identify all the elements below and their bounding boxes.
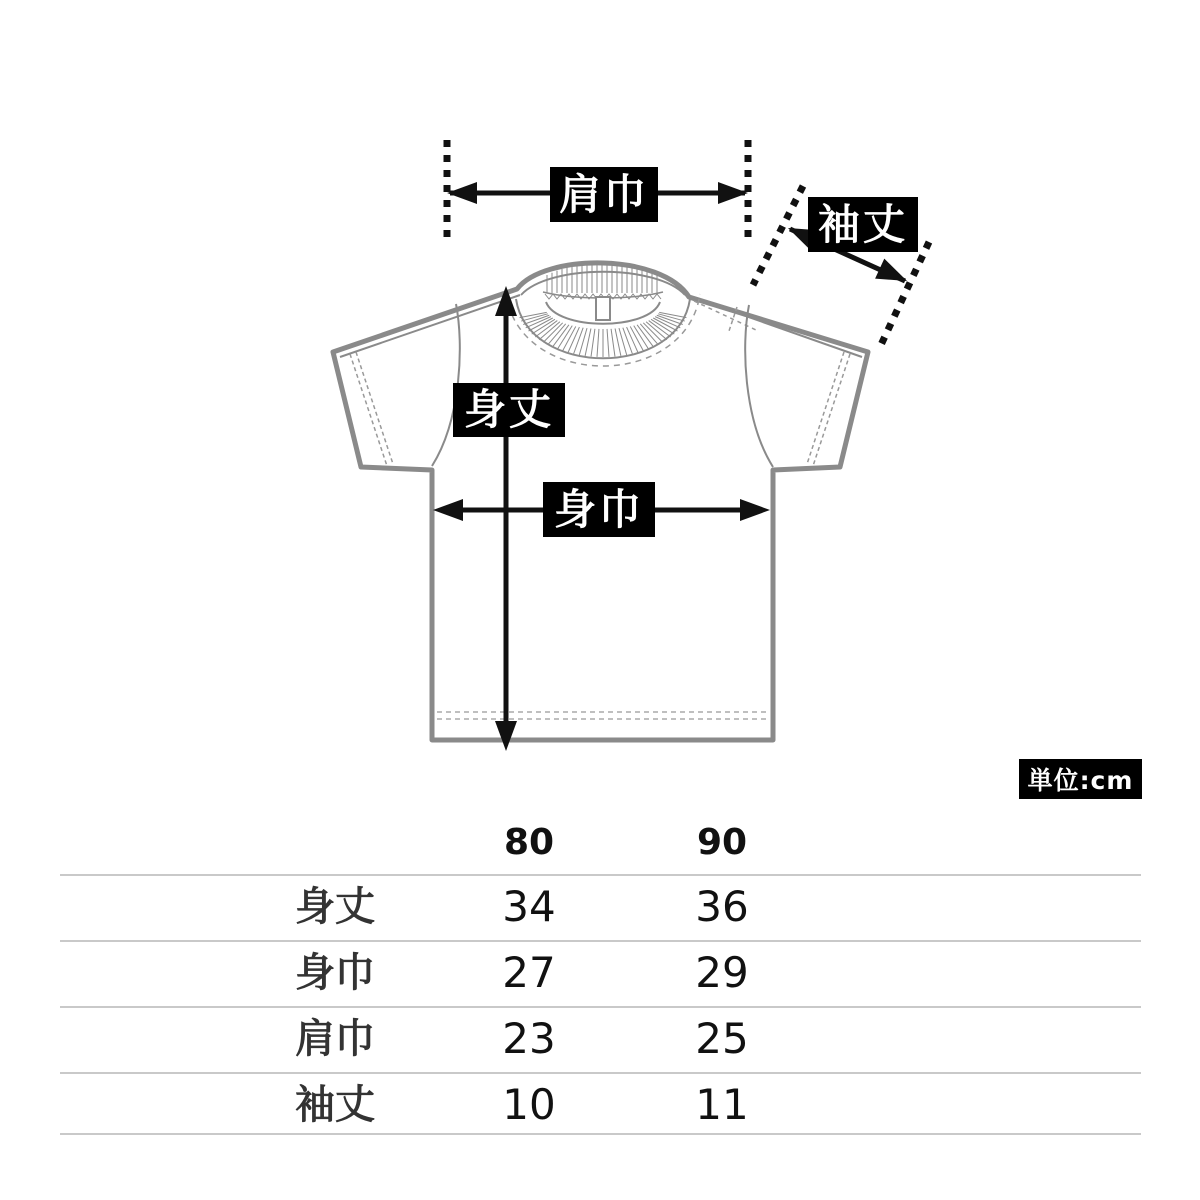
- row-label: 身丈: [295, 884, 375, 930]
- sleeve-guide-upper: [753, 186, 803, 285]
- row-label: 身巾: [295, 950, 375, 996]
- label-shoulder-width: 肩巾: [550, 167, 658, 222]
- neck-tag: [596, 297, 610, 320]
- size-value: 29: [695, 948, 749, 997]
- size-value: 27: [502, 948, 556, 997]
- label-body-width: 身巾: [543, 482, 655, 537]
- size-value: 34: [502, 882, 556, 931]
- row-label: 肩巾: [295, 1016, 375, 1062]
- size-value: 11: [695, 1080, 749, 1129]
- label-sleeve-length: 袖丈: [808, 197, 918, 252]
- size-value: 10: [502, 1080, 556, 1129]
- size-column-80: 80: [503, 822, 555, 863]
- sleeve-guide-lower: [880, 242, 929, 347]
- table-divider: [60, 1133, 1141, 1135]
- unit-badge: 単位:cm: [1019, 759, 1142, 799]
- table-divider: [60, 1072, 1141, 1074]
- size-column-90: 90: [696, 822, 748, 863]
- table-divider: [60, 1006, 1141, 1008]
- label-body-length: 身丈: [453, 383, 565, 437]
- table-divider: [60, 874, 1141, 876]
- row-label: 袖丈: [295, 1082, 375, 1128]
- size-value: 25: [695, 1014, 749, 1063]
- size-value: 36: [695, 882, 749, 931]
- table-divider: [60, 940, 1141, 942]
- size-value: 23: [502, 1014, 556, 1063]
